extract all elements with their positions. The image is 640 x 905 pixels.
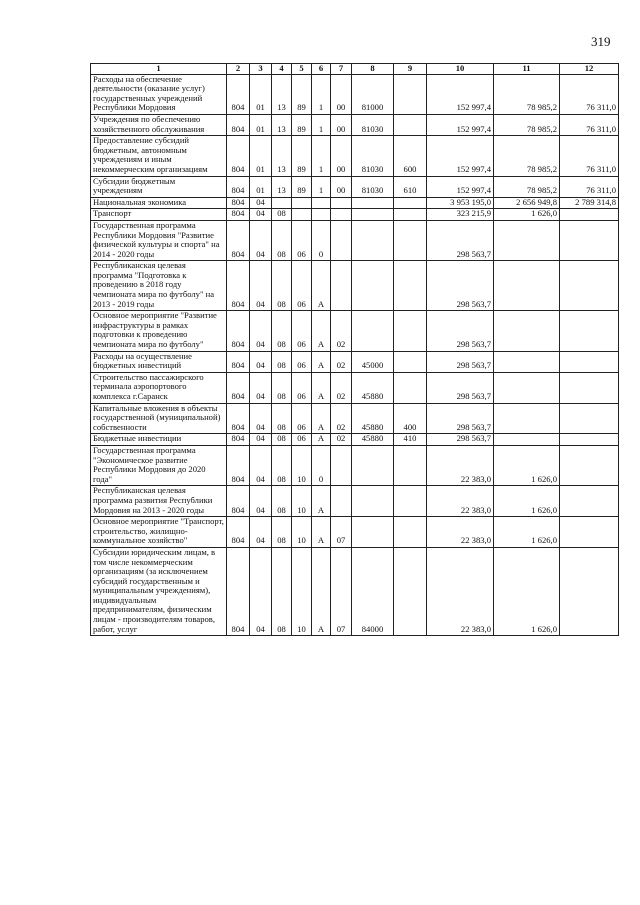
section-cell: 01 [250, 176, 272, 197]
subsection-cell: 08 [272, 517, 292, 548]
table-row [91, 486, 619, 517]
amount-year2-cell: 78 985,2 [494, 74, 560, 114]
direction-cell: 45880 [352, 372, 394, 403]
amount-year1-cell: 298 563,7 [427, 220, 494, 260]
row-name-cell: Основное мероприятие "Развитие инфраструктуры в рамках подготовки к проведению чемпионата мира по футболу" [91, 311, 227, 351]
subsection-cell: 08 [272, 220, 292, 260]
row-name-cell: Республиканская целевая программа "Подготовка к проведению в 2018 году чемпионата мира по футболу" на 2013 - 2019 годы [91, 261, 227, 311]
amount-year3-cell [560, 209, 619, 221]
program-cell: 06 [292, 403, 312, 434]
table-row [91, 372, 619, 403]
section-cell: 04 [250, 311, 272, 351]
amount-year1-cell: 3 953 195,0 [427, 197, 494, 209]
amount-year3-cell [560, 351, 619, 372]
main-activity-cell [331, 209, 352, 221]
amount-year3-cell [560, 445, 619, 485]
expense-type-cell: 600 [394, 136, 427, 176]
subprogram-cell: А [312, 403, 331, 434]
table-header-row [91, 64, 619, 75]
admin-code-cell: 804 [227, 434, 250, 446]
section-cell: 04 [250, 486, 272, 517]
program-cell: 89 [292, 114, 312, 135]
subprogram-cell: 1 [312, 114, 331, 135]
amount-year3-cell: 76 311,0 [560, 114, 619, 135]
row-name-cell: Бюджетные инвестиции [91, 434, 227, 446]
program-cell: 10 [292, 486, 312, 517]
main-activity-cell: 00 [331, 136, 352, 176]
main-activity-cell [331, 261, 352, 311]
program-cell: 89 [292, 74, 312, 114]
main-activity-cell: 02 [331, 351, 352, 372]
section-cell: 04 [250, 197, 272, 209]
main-activity-cell [331, 445, 352, 485]
amount-year3-cell [560, 261, 619, 311]
amount-year1-cell: 152 997,4 [427, 114, 494, 135]
direction-cell: 81030 [352, 136, 394, 176]
column-header: 1 [91, 64, 227, 75]
admin-code-cell: 804 [227, 372, 250, 403]
amount-year2-cell: 1 626,0 [494, 547, 560, 635]
expense-type-cell [394, 372, 427, 403]
page-number: 319 [591, 34, 611, 49]
direction-cell [352, 486, 394, 517]
amount-year1-cell: 298 563,7 [427, 403, 494, 434]
amount-year3-cell [560, 403, 619, 434]
amount-year2-cell [494, 372, 560, 403]
section-cell: 04 [250, 351, 272, 372]
admin-code-cell: 804 [227, 136, 250, 176]
program-cell: 10 [292, 517, 312, 548]
column-header: 7 [331, 64, 352, 75]
subprogram-cell: А [312, 547, 331, 635]
expense-type-cell [394, 486, 427, 517]
section-cell: 04 [250, 434, 272, 446]
main-activity-cell: 02 [331, 311, 352, 351]
amount-year2-cell [494, 434, 560, 446]
amount-year2-cell: 2 656 949,8 [494, 197, 560, 209]
section-cell: 01 [250, 114, 272, 135]
amount-year2-cell [494, 261, 560, 311]
amount-year3-cell: 76 311,0 [560, 74, 619, 114]
table-row [91, 311, 619, 351]
amount-year3-cell [560, 220, 619, 260]
column-header: 3 [250, 64, 272, 75]
direction-cell: 81000 [352, 74, 394, 114]
subsection-cell: 08 [272, 403, 292, 434]
admin-code-cell: 804 [227, 209, 250, 221]
admin-code-cell: 804 [227, 176, 250, 197]
budget-table [90, 63, 619, 636]
section-cell: 01 [250, 136, 272, 176]
column-header: 12 [560, 64, 619, 75]
expense-type-cell [394, 220, 427, 260]
subsection-cell: 08 [272, 445, 292, 485]
section-cell: 04 [250, 445, 272, 485]
table-row [91, 74, 619, 114]
amount-year2-cell [494, 220, 560, 260]
direction-cell [352, 197, 394, 209]
row-name-cell: Основное мероприятие "Транспорт, строительство, жилищно-коммунальное хозяйство" [91, 517, 227, 548]
amount-year1-cell: 298 563,7 [427, 351, 494, 372]
expense-type-cell: 410 [394, 434, 427, 446]
table-row [91, 434, 619, 446]
amount-year2-cell [494, 403, 560, 434]
amount-year3-cell [560, 311, 619, 351]
subsection-cell: 08 [272, 311, 292, 351]
table-row [91, 114, 619, 135]
amount-year2-cell: 78 985,2 [494, 136, 560, 176]
row-name-cell: Капитальные вложения в объекты государственной (муниципальной) собственности [91, 403, 227, 434]
row-name-cell: Субсидии юридическим лицам, в том числе некоммерческим организациям (за исключением субсидий государственным и муниципальным учреждениям), индивидуальным предпринимателям, физическим лицам - производителям товаров, работ, услуг [91, 547, 227, 635]
column-header: 6 [312, 64, 331, 75]
expense-type-cell: 400 [394, 403, 427, 434]
amount-year3-cell: 76 311,0 [560, 176, 619, 197]
direction-cell [352, 261, 394, 311]
section-cell: 04 [250, 372, 272, 403]
table-row [91, 176, 619, 197]
admin-code-cell: 804 [227, 74, 250, 114]
table-row [91, 351, 619, 372]
direction-cell: 81030 [352, 114, 394, 135]
admin-code-cell: 804 [227, 261, 250, 311]
admin-code-cell: 804 [227, 114, 250, 135]
table-row [91, 445, 619, 485]
direction-cell: 84000 [352, 547, 394, 635]
expense-type-cell [394, 517, 427, 548]
row-name-cell: Национальная экономика [91, 197, 227, 209]
column-header: 10 [427, 64, 494, 75]
subprogram-cell: А [312, 486, 331, 517]
amount-year3-cell: 76 311,0 [560, 136, 619, 176]
main-activity-cell: 02 [331, 403, 352, 434]
main-activity-cell: 00 [331, 74, 352, 114]
table-row [91, 547, 619, 635]
amount-year1-cell: 298 563,7 [427, 261, 494, 311]
row-name-cell: Республиканская целевая программа развития Республики Мордовия на 2013 - 2020 годы [91, 486, 227, 517]
table-row [91, 261, 619, 311]
row-name-cell: Строительство пассажирского терминала аэропортового комплекса г.Саранск [91, 372, 227, 403]
main-activity-cell [331, 486, 352, 517]
expense-type-cell [394, 74, 427, 114]
direction-cell [352, 220, 394, 260]
main-activity-cell: 07 [331, 547, 352, 635]
amount-year1-cell: 22 383,0 [427, 517, 494, 548]
column-header: 11 [494, 64, 560, 75]
program-cell: 10 [292, 445, 312, 485]
subprogram-cell [312, 209, 331, 221]
admin-code-cell: 804 [227, 547, 250, 635]
subprogram-cell: 0 [312, 220, 331, 260]
section-cell: 04 [250, 261, 272, 311]
subsection-cell: 08 [272, 486, 292, 517]
subprogram-cell: А [312, 517, 331, 548]
subsection-cell: 08 [272, 261, 292, 311]
amount-year3-cell [560, 434, 619, 446]
admin-code-cell: 804 [227, 351, 250, 372]
expense-type-cell [394, 114, 427, 135]
section-cell: 04 [250, 220, 272, 260]
main-activity-cell: 07 [331, 517, 352, 548]
subsection-cell: 13 [272, 176, 292, 197]
program-cell: 89 [292, 136, 312, 176]
amount-year2-cell: 78 985,2 [494, 114, 560, 135]
program-cell: 10 [292, 547, 312, 635]
table-row [91, 220, 619, 260]
main-activity-cell: 02 [331, 434, 352, 446]
subprogram-cell: А [312, 372, 331, 403]
amount-year2-cell: 1 626,0 [494, 209, 560, 221]
subprogram-cell: А [312, 261, 331, 311]
amount-year3-cell [560, 517, 619, 548]
program-cell: 06 [292, 434, 312, 446]
subprogram-cell: 1 [312, 136, 331, 176]
amount-year2-cell: 78 985,2 [494, 176, 560, 197]
program-cell: 89 [292, 176, 312, 197]
subsection-cell: 08 [272, 434, 292, 446]
column-header: 4 [272, 64, 292, 75]
section-cell: 04 [250, 517, 272, 548]
admin-code-cell: 804 [227, 517, 250, 548]
row-name-cell: Субсидии бюджетным учреждениям [91, 176, 227, 197]
main-activity-cell [331, 220, 352, 260]
direction-cell [352, 445, 394, 485]
section-cell: 01 [250, 74, 272, 114]
subprogram-cell: А [312, 351, 331, 372]
row-name-cell: Расходы на осуществление бюджетных инвестиций [91, 351, 227, 372]
amount-year3-cell: 2 789 314,8 [560, 197, 619, 209]
subsection-cell: 13 [272, 114, 292, 135]
admin-code-cell: 804 [227, 403, 250, 434]
direction-cell: 45880 [352, 434, 394, 446]
subsection-cell [272, 197, 292, 209]
subsection-cell: 13 [272, 136, 292, 176]
expense-type-cell [394, 197, 427, 209]
row-name-cell: Государственная программа Республики Мордовия "Развитие физической культуры и спорта" на 2014 - 2020 годы [91, 220, 227, 260]
program-cell [292, 197, 312, 209]
subsection-cell: 13 [272, 74, 292, 114]
amount-year3-cell [560, 486, 619, 517]
subprogram-cell [312, 197, 331, 209]
main-activity-cell [331, 197, 352, 209]
amount-year1-cell: 152 997,4 [427, 176, 494, 197]
amount-year2-cell: 1 626,0 [494, 517, 560, 548]
column-header: 8 [352, 64, 394, 75]
direction-cell: 81030 [352, 176, 394, 197]
amount-year1-cell: 22 383,0 [427, 445, 494, 485]
admin-code-cell: 804 [227, 486, 250, 517]
subsection-cell: 08 [272, 372, 292, 403]
admin-code-cell: 804 [227, 311, 250, 351]
amount-year2-cell: 1 626,0 [494, 486, 560, 517]
admin-code-cell: 804 [227, 445, 250, 485]
column-header: 5 [292, 64, 312, 75]
amount-year1-cell: 152 997,4 [427, 136, 494, 176]
section-cell: 04 [250, 547, 272, 635]
expense-type-cell [394, 261, 427, 311]
amount-year2-cell [494, 311, 560, 351]
expense-type-cell [394, 351, 427, 372]
direction-cell: 45880 [352, 403, 394, 434]
table-row [91, 209, 619, 221]
table-row [91, 136, 619, 176]
direction-cell [352, 517, 394, 548]
amount-year3-cell [560, 372, 619, 403]
row-name-cell: Учреждения по обеспечению хозяйственного обслуживания [91, 114, 227, 135]
amount-year3-cell [560, 547, 619, 635]
program-cell: 06 [292, 372, 312, 403]
expense-type-cell [394, 445, 427, 485]
row-name-cell: Транспорт [91, 209, 227, 221]
admin-code-cell: 804 [227, 220, 250, 260]
row-name-cell: Расходы на обеспечение деятельности (оказание услуг) государственных учреждений Республики Мордовия [91, 74, 227, 114]
direction-cell: 45000 [352, 351, 394, 372]
amount-year1-cell: 22 383,0 [427, 547, 494, 635]
program-cell: 06 [292, 351, 312, 372]
table-row [91, 197, 619, 209]
main-activity-cell: 02 [331, 372, 352, 403]
amount-year1-cell: 298 563,7 [427, 372, 494, 403]
subsection-cell: 08 [272, 547, 292, 635]
column-header: 9 [394, 64, 427, 75]
subprogram-cell: 0 [312, 445, 331, 485]
expense-type-cell [394, 209, 427, 221]
row-name-cell: Государственная программа "Экономическое развитие Республики Мордовия до 2020 года" [91, 445, 227, 485]
main-activity-cell: 00 [331, 114, 352, 135]
amount-year1-cell: 22 383,0 [427, 486, 494, 517]
program-cell: 06 [292, 311, 312, 351]
section-cell: 04 [250, 209, 272, 221]
column-header: 2 [227, 64, 250, 75]
subprogram-cell: 1 [312, 74, 331, 114]
direction-cell [352, 209, 394, 221]
expense-type-cell [394, 311, 427, 351]
section-cell: 04 [250, 403, 272, 434]
row-name-cell: Предоставление субсидий бюджетным, автономным учреждениям и иным некоммерческим организациям [91, 136, 227, 176]
program-cell [292, 209, 312, 221]
table-row [91, 403, 619, 434]
table-row [91, 517, 619, 548]
admin-code-cell: 804 [227, 197, 250, 209]
amount-year1-cell: 298 563,7 [427, 311, 494, 351]
subprogram-cell: А [312, 434, 331, 446]
main-activity-cell: 00 [331, 176, 352, 197]
amount-year1-cell: 298 563,7 [427, 434, 494, 446]
program-cell: 06 [292, 220, 312, 260]
subsection-cell: 08 [272, 351, 292, 372]
amount-year1-cell: 323 215,9 [427, 209, 494, 221]
program-cell: 06 [292, 261, 312, 311]
expense-type-cell [394, 547, 427, 635]
amount-year2-cell: 1 626,0 [494, 445, 560, 485]
subprogram-cell: 1 [312, 176, 331, 197]
subprogram-cell: А [312, 311, 331, 351]
amount-year2-cell [494, 351, 560, 372]
subsection-cell: 08 [272, 209, 292, 221]
direction-cell [352, 311, 394, 351]
expense-type-cell: 610 [394, 176, 427, 197]
amount-year1-cell: 152 997,4 [427, 74, 494, 114]
